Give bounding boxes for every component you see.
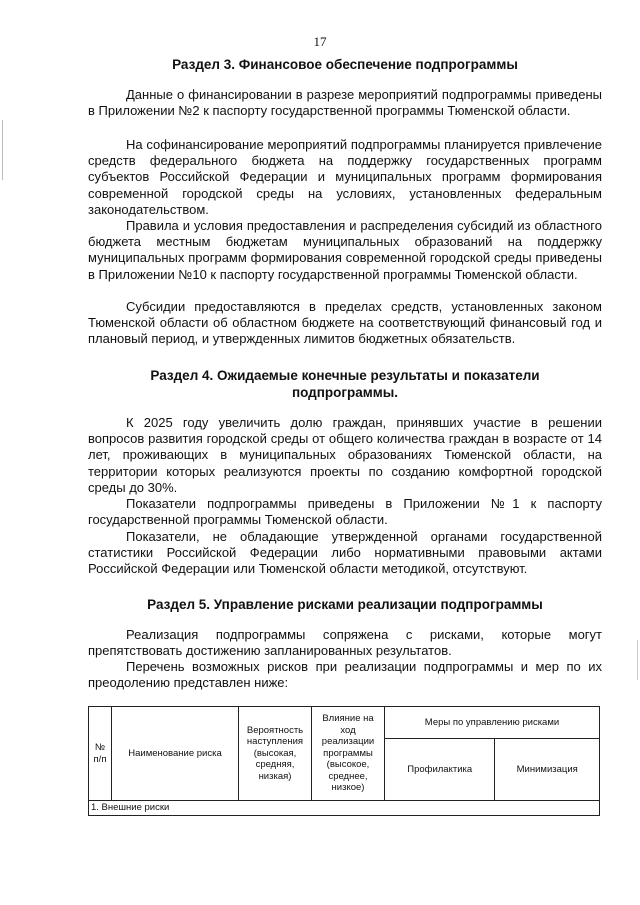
section-4-heading — [88, 367, 602, 401]
header-number: № п/п — [89, 707, 112, 801]
section-4-heading-line: Раздел 4. Ожидаемые конечные результаты и показатели — [150, 368, 540, 383]
section-5-paragraph: Перечень возможных рисков при реализации подпрограммы и мер по их преодолению представлен ниже: — [88, 659, 602, 691]
scan-edge-mark — [637, 640, 638, 680]
header-minimization: Минимизация — [495, 739, 600, 801]
row-group-external-risks: 1. Внешние риски — [89, 801, 600, 816]
section-3-heading: Раздел 3. Финансовое обеспечение подпрограммы — [172, 57, 518, 72]
section-4-heading-line: подпрограммы. — [291, 385, 399, 400]
section-3-paragraph: Данные о финансировании в разрезе мероприятий подпрограммы приведены в Приложении №2 к паспорту государственной программы Тюменской области. — [88, 87, 602, 119]
scan-edge-mark — [2, 120, 3, 180]
header-prevention: Профилактика — [385, 739, 495, 801]
header-probability: Вероятность наступления (высокая, средняя, низкая) — [239, 707, 312, 801]
section-4-paragraph: К 2025 году увеличить долю граждан, принявших участие в решении вопросов развития городской среды от общего количества граждан в возрасте от 14 лет, проживающих в муниципальных образованиях Тюменской области, на территории которых реализуются проекты по созданию комфортной городской среды до 30%. — [88, 415, 602, 495]
header-impact: Влияние на ход реализации программы (высокое, среднее, низкое) — [312, 707, 385, 801]
risk-table — [88, 706, 600, 816]
section-4-paragraph: Показатели подпрограммы приведены в Приложении №1 к паспорту государственной программы Тюменской области. — [88, 496, 602, 528]
section-5-paragraph: Реализация подпрограммы сопряжена с рисками, которые могут препятствовать достижению запланированных результатов. — [88, 627, 602, 659]
section-5-heading: Раздел 5. Управление рисками реализации подпрограммы — [147, 597, 543, 612]
section-3-paragraph: Субсидии предоставляются в пределах средств, установленных законом Тюменской области об областном бюджете на соответствующий финансовый год и плановый период, и утвержденных лимитов бюджетных обязательств. — [88, 299, 602, 347]
header-measures: Меры по управлению рисками — [385, 707, 600, 739]
page-number: 17 — [313, 34, 327, 49]
header-risk-name: Наименование риска — [112, 707, 239, 801]
section-3-paragraph: На софинансирование мероприятий подпрограммы планируется привлечение средств федерального бюджета на поддержку государственных программ субъектов Российской Федерации и муниципальных программ формирования современной городской среды на условиях, установленных федеральным законодательством. — [88, 137, 602, 217]
section-3-paragraph: Правила и условия предоставления и распределения субсидий из областного бюджета местным бюджетам муниципальных образований на поддержку муниципальных программ формирования современной городской среды приведены в Приложении №10 к паспорту государственной программы Тюменской области. — [88, 218, 602, 282]
section-4-paragraph: Показатели, не обладающие утвержденной органами государственной статистики Российской Федерации либо нормативными правовыми актами Российской Федерации или Тюменской области методикой, отсутствуют. — [88, 529, 602, 577]
